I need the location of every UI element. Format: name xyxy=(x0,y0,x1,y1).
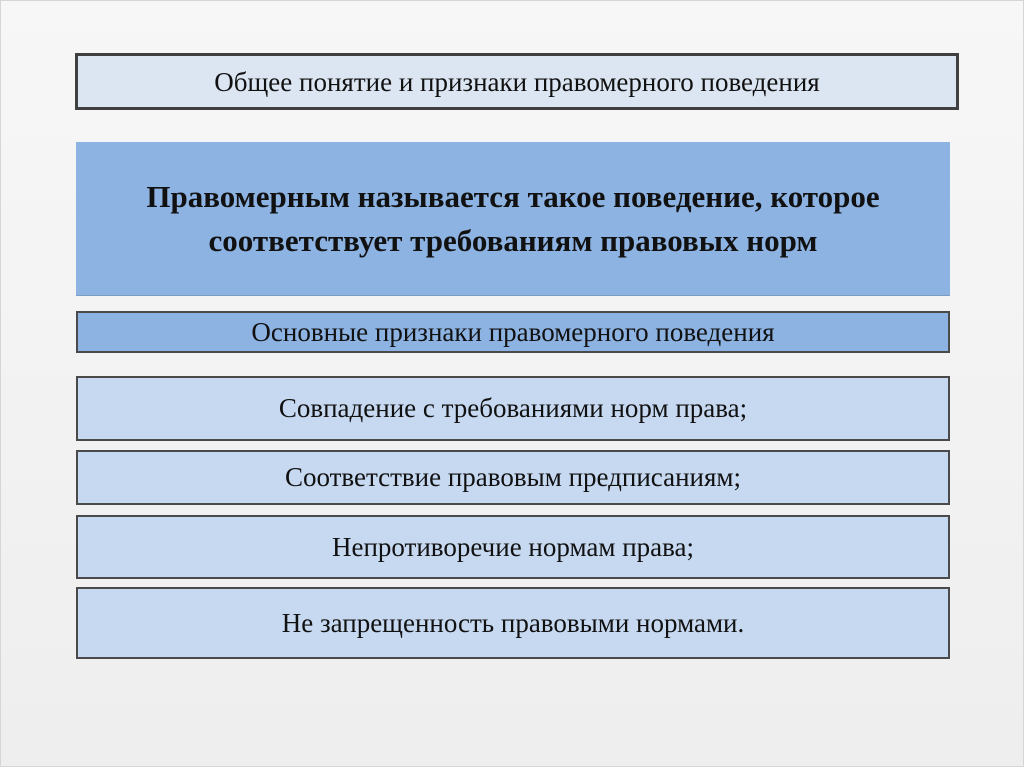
subheading-box xyxy=(76,311,950,353)
feature-item xyxy=(76,450,950,505)
subheading-text: Основные признаки правомерного поведения xyxy=(251,316,775,347)
definition-text: Правомерным называется такое поведение, которое соответствует требованиям правовых норм xyxy=(146,178,880,258)
feature-item xyxy=(76,515,950,579)
definition-box xyxy=(76,142,950,296)
slide-title: Общее понятие и признаки правомерного поведения xyxy=(214,67,820,97)
feature-item xyxy=(76,587,950,659)
feature-item-text: Непротиворечие нормам права; xyxy=(331,531,695,562)
feature-item-text: Не запрещенность правовыми нормами. xyxy=(281,607,745,638)
feature-item-text: Совпадение с требованиями норм права; xyxy=(278,393,748,423)
feature-item-text: Соответствие правовым предписаниям; xyxy=(284,462,741,492)
title-box xyxy=(75,53,959,110)
feature-item xyxy=(76,376,950,441)
